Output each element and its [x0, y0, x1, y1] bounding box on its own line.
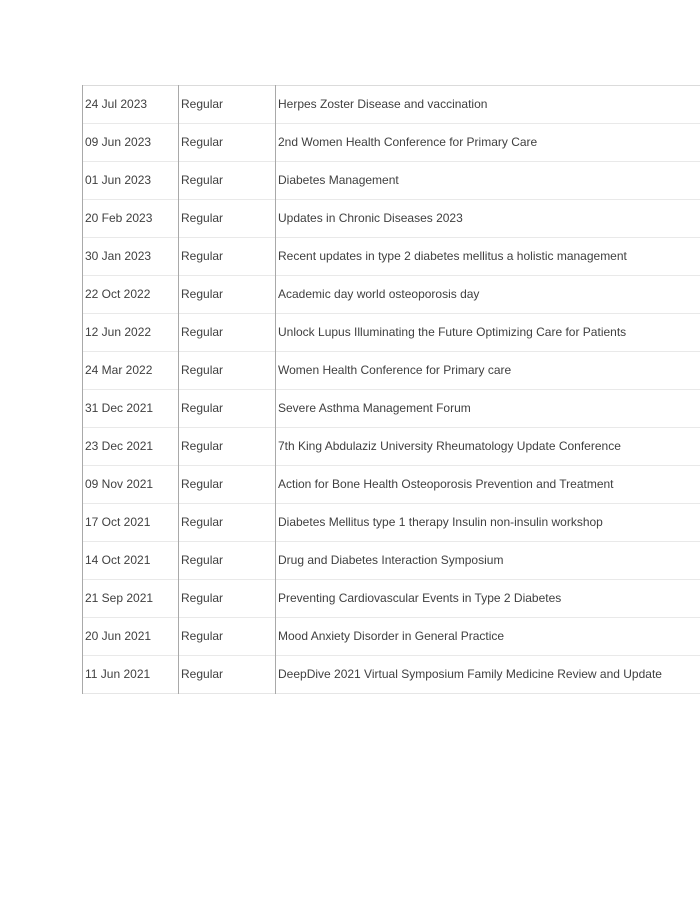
event-title-cell: 7th King Abdulaziz University Rheumatology Update Conference — [276, 428, 700, 466]
event-date-cell: 17 Oct 2021 — [83, 504, 179, 542]
table-row — [83, 238, 700, 276]
table-row — [83, 618, 700, 656]
event-date-cell: 20 Feb 2023 — [83, 200, 179, 238]
event-title-cell: Mood Anxiety Disorder in General Practice — [276, 618, 700, 656]
event-date-cell: 24 Jul 2023 — [83, 86, 179, 124]
event-type-cell: Regular — [179, 124, 276, 162]
table-row — [83, 200, 700, 238]
event-date-cell: 09 Nov 2021 — [83, 466, 179, 504]
event-title-cell: Diabetes Mellitus type 1 therapy Insulin non-insulin workshop — [276, 504, 700, 542]
events-table-container — [82, 85, 700, 694]
event-type-cell: Regular — [179, 656, 276, 694]
event-type-cell: Regular — [179, 86, 276, 124]
event-date-cell: 12 Jun 2022 — [83, 314, 179, 352]
event-date-cell: 14 Oct 2021 — [83, 542, 179, 580]
event-title-cell: DeepDive 2021 Virtual Symposium Family Medicine Review and Update — [276, 656, 700, 694]
event-date-cell: 24 Mar 2022 — [83, 352, 179, 390]
event-type-cell: Regular — [179, 200, 276, 238]
event-type-cell: Regular — [179, 238, 276, 276]
event-title-cell: Updates in Chronic Diseases 2023 — [276, 200, 700, 238]
event-title-cell: 2nd Women Health Conference for Primary Care — [276, 124, 700, 162]
table-row — [83, 86, 700, 124]
event-type-cell: Regular — [179, 542, 276, 580]
event-date-cell: 21 Sep 2021 — [83, 580, 179, 618]
event-title-cell: Action for Bone Health Osteoporosis Prevention and Treatment — [276, 466, 700, 504]
event-type-cell: Regular — [179, 466, 276, 504]
event-date-cell: 20 Jun 2021 — [83, 618, 179, 656]
table-row — [83, 504, 700, 542]
table-row — [83, 428, 700, 466]
event-title-cell: Diabetes Management — [276, 162, 700, 200]
event-type-cell: Regular — [179, 352, 276, 390]
table-row — [83, 542, 700, 580]
event-type-cell: Regular — [179, 504, 276, 542]
event-type-cell: Regular — [179, 618, 276, 656]
event-title-cell: Severe Asthma Management Forum — [276, 390, 700, 428]
event-title-cell: Academic day world osteoporosis day — [276, 276, 700, 314]
event-date-cell: 11 Jun 2021 — [83, 656, 179, 694]
event-date-cell: 31 Dec 2021 — [83, 390, 179, 428]
event-title-cell: Preventing Cardiovascular Events in Type 2 Diabetes — [276, 580, 700, 618]
table-row — [83, 124, 700, 162]
table-row — [83, 276, 700, 314]
event-date-cell: 22 Oct 2022 — [83, 276, 179, 314]
event-date-cell: 01 Jun 2023 — [83, 162, 179, 200]
event-title-cell: Recent updates in type 2 diabetes mellitus a holistic management — [276, 238, 700, 276]
event-date-cell: 30 Jan 2023 — [83, 238, 179, 276]
table-row — [83, 314, 700, 352]
table-row — [83, 352, 700, 390]
events-table-body — [83, 86, 700, 694]
event-type-cell: Regular — [179, 314, 276, 352]
event-type-cell: Regular — [179, 390, 276, 428]
event-date-cell: 23 Dec 2021 — [83, 428, 179, 466]
event-type-cell: Regular — [179, 580, 276, 618]
event-type-cell: Regular — [179, 428, 276, 466]
table-row — [83, 162, 700, 200]
event-title-cell: Drug and Diabetes Interaction Symposium — [276, 542, 700, 580]
table-row — [83, 466, 700, 504]
event-date-cell: 09 Jun 2023 — [83, 124, 179, 162]
event-type-cell: Regular — [179, 276, 276, 314]
event-title-cell: Women Health Conference for Primary care — [276, 352, 700, 390]
event-title-cell: Herpes Zoster Disease and vaccination — [276, 86, 700, 124]
event-type-cell: Regular — [179, 162, 276, 200]
table-row — [83, 656, 700, 694]
table-row — [83, 580, 700, 618]
events-table — [82, 85, 700, 694]
event-title-cell: Unlock Lupus Illuminating the Future Optimizing Care for Patients — [276, 314, 700, 352]
table-row — [83, 390, 700, 428]
